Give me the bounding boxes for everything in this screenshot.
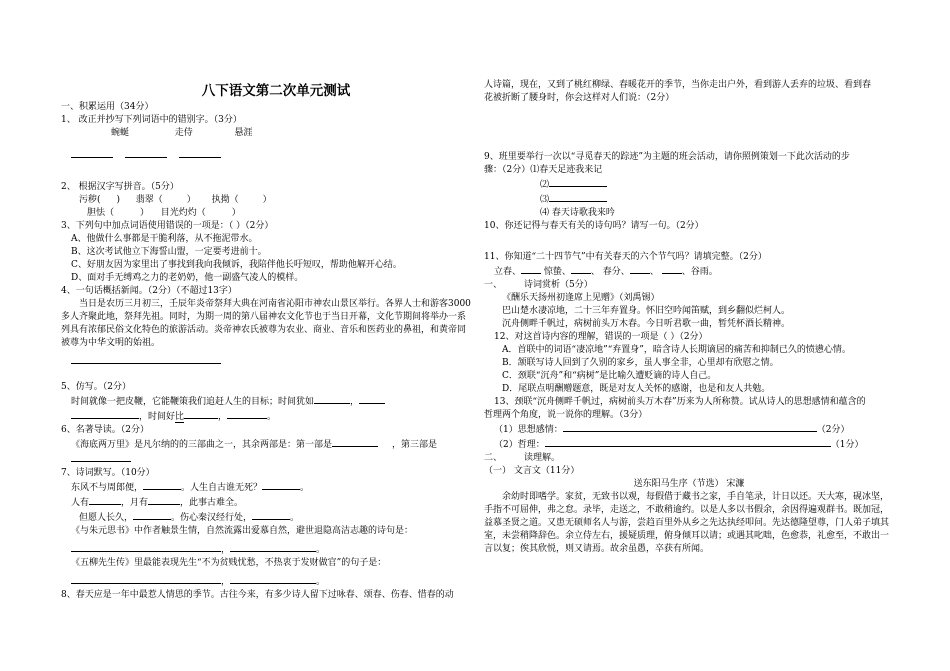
- q5-line-a: 时间就像一把皮鞭，它能鞭策我们追赶人生的目标；时间犹如 ，: [61, 394, 471, 409]
- q12-option-b: B．颔联写诗人回到了久别的家乡，虽人事全非，心里却有欣慰之情。: [502, 358, 779, 368]
- q9-step-label: ⑶: [540, 195, 550, 205]
- question-10: 10、你还记得与春天有关的诗句吗？请写一句。（2分）: [484, 221, 704, 231]
- q3-option-d: D、面对手无缚鸡之力的老奶奶，他一副盛气凌人的模样。: [71, 273, 304, 283]
- q7-prompt: 。伤心秦汉经行处，: [171, 513, 253, 523]
- answer-blank[interactable]: [314, 394, 350, 404]
- q1-words: [61, 127, 471, 140]
- question-8: 8、春天应是一年中最惹人情思的季节。古往今来，有多少诗人留下过咏春、颂春、伤春、惜春的动: [61, 590, 454, 600]
- q1-word: 走侍: [174, 128, 193, 138]
- q2-row-1: [61, 194, 471, 207]
- q1-word: 悬涯: [234, 128, 253, 138]
- q7-line-a: 东风不与周郎便， 。人生自古谁无死？ 。: [61, 480, 471, 495]
- answer-blank[interactable]: [563, 422, 817, 432]
- q2-item: ）: [231, 208, 241, 218]
- q7-prompt: 但愿人长久，: [79, 513, 134, 523]
- q13-label: （2）哲理：: [494, 440, 545, 450]
- q2-item: 污秽(: [79, 195, 101, 205]
- answer-blank[interactable]: [133, 510, 171, 520]
- classical-text: 余幼时即嗜学。家贫，无致书以观，每假借于藏书之家，手自笔录，计日以还。天大寒，砚冰坚，手指不可屈伸，弗之怠。录毕，走送之，不敢稍逾约。以是人多以书假余，余因得遍观群书。既加冠，益慕圣贤之道。又患无硕师名人与游，尝趋百里外从乡之先达执经叩问。先达德隆望尊，门人弟子填其室，未尝稍降辞色。余立侍左右，援疑质理，俯身倾耳以请；或遇其叱咄，色愈恭，礼愈至，不敢出一言以复；俟其欣悦，则又请焉。故余虽愚，卒获有所闻。: [484, 492, 890, 554]
- q11-term: 春分、: [602, 267, 630, 277]
- q12-option-a: A．首联中的词语“凄凉地”“弃置身”，暗含诗人长期谪居的痛苦和抑制已久的愤懑心情。: [502, 345, 851, 355]
- poem-line: 巴山楚水凄凉地，二十三年弃置身。怀旧空吟闻笛赋，到乡翻似烂柯人。: [502, 306, 791, 316]
- q6-prompt: ，第三部是: [392, 440, 438, 450]
- q7-prompt: ，此事古难全。: [180, 498, 244, 508]
- page-title: 八下语文第二次单元测试: [201, 83, 351, 99]
- text-title: 送东阳马生序（节选） 宋濂: [633, 479, 745, 489]
- answer-blank[interactable]: [332, 437, 378, 447]
- q9-step-3: [484, 192, 894, 207]
- q2-item: 翡翠（: [135, 195, 163, 205]
- q5-line-b: ，时间好比 ， 。: [61, 409, 471, 424]
- q8-continued-2: 花被折断了腰身时，你会这样对人们说：（2分）: [484, 93, 675, 103]
- question-2: 2、 根据汉字写拼音。（5分）: [61, 182, 179, 192]
- q1-answer-lines: [61, 148, 471, 163]
- section-number: 一、: [484, 280, 503, 290]
- poem-line: 沉舟侧畔千帆过，病树前头万木春。今日听君歌一曲，暂凭杯酒长精神。: [502, 319, 791, 329]
- question-4: 4、一句话概括新闻。（2分）（不超过13字）: [61, 286, 237, 296]
- q6-prompt: 《海底两万里》是凡尔纳的的三部曲之一，其余两部是：第一部是: [71, 440, 333, 450]
- section-number: 二、: [484, 453, 503, 463]
- answer-blank[interactable]: [143, 480, 181, 490]
- answer-blank[interactable]: [148, 495, 180, 505]
- q2-item: 执拗（: [211, 195, 239, 205]
- question-12: 12、对这首诗内容的理解，错误的一项是（ ）（2分）: [494, 332, 708, 342]
- answer-blank[interactable]: [521, 264, 541, 274]
- answer-blank[interactable]: [662, 264, 682, 274]
- q5-prompt: 比: [175, 412, 185, 422]
- q7-prompt: 。人生自古谁无死？: [181, 483, 263, 493]
- question-5: 5、仿写。（2分）: [61, 382, 131, 392]
- q5-prompt: ，时间好: [139, 412, 176, 422]
- section-heading: [484, 279, 894, 292]
- answer-blank[interactable]: [549, 177, 607, 187]
- q7-prompt: 人有: [71, 498, 90, 508]
- question-1: 1、 改正并抄写下列词语中的错别字。（3分）: [61, 115, 242, 125]
- answer-blank[interactable]: [262, 480, 300, 490]
- q11-term: 立春: [494, 267, 513, 277]
- left-column: 八下语文第二次单元测试 一、积累运用（34分） 1、 改正并抄写下列词语中的错别字。（3分） 蜿蜒 走侍 悬涯 2、 根据汉字写拼音。（5分） 污秽( ) 翡翠（ ） 执拗（ ） 胆怯（ ） 目光灼灼（ ） 3、下列句中加点词语使用错误的一项是：（ ）（2分） A、他做什么事都是干脆利落，从不拖泥带水。 B、这次考试他立下海誓山盟，一定要考进前十。 C、好朋友因为家里出了事找到我向我倾诉，我陪伴他长吁短叹，帮助他解开心结。 D、面对手无缚鸡之力的老奶奶，他一副盛气凌人的模样。 4、一句话概括新闻。（2分）（不超过13字） 当日是农历三月初三，壬辰年炎帝祭拜大典在河南省沁阳市神农山景区举行。各界人士和游客3000多人齐聚此地，祭拜先祖。同时，为期一周的第八届神农文化节也于当日开幕，文化节期间将举办一系列具有浓郁民俗文化特色的旅游活动。炎帝神农氏被尊为农业、商业、音乐和医药业的鼻祖，和黄帝同被尊为中华文明的始祖。 5、仿写。（2分） 时间就像一把皮鞭，它能鞭策我们追赶人生的目标；时间犹如 ， ，时间好比 ， 。 6、名著导读。（2分） 《海底两万里》是凡尔纳的的三部曲之一，其余两部是：第一部是 ，第三部是 7、诗词默写。（10分） 东风不与周郎便， 。人生自古谁无死？ 。 人有 ，月有 ，此事古难全。 但愿人长久， 。伤心秦汉经行处， 。 《与朱元思书》中作者触景生情，自然流露出爱慕自然，避世退隐高洁志趣的诗句是： ， 。 《五柳先生传》里最能表现先生“不为贫贱忧愁，不热衷于发财做官”的句子是： ， 。 8、春天应是一年中最惹人情思的季节。古往今来，有多少诗人留下过咏春、颂春、伤春、惜春的动: [61, 83, 471, 600]
- q2-item: ）: [186, 195, 196, 205]
- q7-line-c: 但愿人长久， 。伤心秦汉经行处， 。: [61, 510, 471, 525]
- q3-option-a: A、他做什么事都是干脆利落，从不拖泥带水。: [71, 234, 258, 244]
- answer-blank[interactable]: [630, 264, 650, 274]
- q9-step-label: ⑵: [540, 180, 550, 190]
- q13-score: （2分）: [816, 425, 850, 435]
- right-column: [484, 79, 894, 556]
- answer-blank[interactable]: [571, 264, 591, 274]
- q12-option-c: C．颈联“沉舟”和“病树”是比喻久遭贬谪的诗人自己。: [502, 371, 717, 381]
- q7-line-b: [61, 495, 471, 510]
- q9-steps-intro: 骤：（2分）⑴春天足迹我来记: [484, 165, 603, 175]
- section-heading: [484, 452, 894, 465]
- q13-score: （1分）: [830, 440, 864, 450]
- q12-option-d: D．尾联点明酬赠题意，既是对友人关怀的感谢，也是和友人共勉。: [502, 384, 771, 394]
- section-heading: 一、积累运用（34分）: [61, 102, 154, 112]
- q8-continued-1: 人诗篇，现在，又到了桃红柳绿、春暖花开的季节，当你走出户外，看到游人丢弃的垃圾、看到春: [484, 80, 872, 90]
- q9-step-4: ⑷ 春天诗歌我来吟: [540, 208, 615, 218]
- q11-line: 立春、 惊蛰、 、 春分、 、 、谷雨。: [484, 264, 894, 279]
- q4-news-text: 当日是农历三月初三，壬辰年炎帝祭拜大典在河南省沁阳市神农山景区举行。各界人士和游客3000多人齐聚此地，祭拜先祖。同时，为期一周的第八届神农文化节也于当日开幕，文化节期间将举办一系列具有浓郁民俗文化特色的旅游活动。炎帝神农氏被尊为农业、商业、音乐和医药业的鼻祖，和黄帝同被尊为中华文明的始祖。: [61, 299, 471, 348]
- q3-option-c: C、好朋友因为家里出了事找到我向我倾诉，我陪伴他长吁短叹，帮助他解开心结。: [71, 260, 402, 270]
- q13-part-2: [484, 437, 894, 452]
- q1-word: 蜿蜒: [111, 128, 130, 138]
- answer-blank[interactable]: [184, 409, 218, 419]
- q2-item: 目光灼灼（: [160, 208, 206, 218]
- q2-item: ）: [140, 208, 150, 218]
- q11-term: 、谷雨。: [681, 267, 718, 277]
- answer-blank[interactable]: [71, 148, 113, 158]
- answer-blank[interactable]: [230, 542, 316, 552]
- subsection-heading: （一） 文言文（11分）: [484, 466, 580, 476]
- q2-row-2: [61, 207, 471, 220]
- answer-blank[interactable]: [71, 574, 221, 584]
- q13-continued: 哲理两个角度，说一说你的理解。（3分）: [484, 410, 648, 420]
- answer-blank[interactable]: [252, 510, 290, 520]
- q13-label: （1）思想感情：: [494, 425, 563, 435]
- q5-prompt: 时间就像一把皮鞭，它能鞭策我们追赶人生的目标；时间犹如: [71, 397, 315, 407]
- q2-item: ）: [262, 195, 272, 205]
- answer-blank[interactable]: [227, 409, 267, 419]
- q7-line-e: 《五柳先生传》里最能表现先生“不为贫贱忧愁，不热衷于发财做官”的句子是：: [71, 558, 387, 568]
- q2-item: ): [116, 195, 121, 205]
- answer-blank[interactable]: [230, 574, 316, 584]
- question-9: 9、班里要举行一次以“寻觅春天的踪迹”为主题的班会活动，请你照例策划一下此次活动的步: [484, 152, 850, 162]
- answer-blank[interactable]: [179, 148, 221, 158]
- question-11: 11、你知道“二十四节气”中有关春天的六个节气吗？请填完整。（2分）: [484, 252, 767, 262]
- answer-blank[interactable]: [71, 452, 131, 462]
- q13-part-1: [484, 422, 894, 437]
- section-title: 读理解。: [524, 453, 561, 463]
- answer-blank[interactable]: [71, 542, 221, 552]
- answer-blank[interactable]: [89, 495, 121, 505]
- answer-blank[interactable]: [545, 437, 831, 447]
- q9-step-2: [484, 177, 894, 192]
- q2-item: 胆怯（: [87, 208, 115, 218]
- q11-term: 惊蛰、: [543, 267, 571, 277]
- q6-line: [61, 437, 471, 452]
- question-13: 13、颈联“沉舟侧畔千帆过，病树前头万木春”历来为人所称赞。试从诗人的思想感情和蕴含的: [494, 397, 866, 407]
- answer-blank[interactable]: [549, 192, 607, 202]
- q7-prompt: 东风不与周郎便，: [71, 483, 144, 493]
- q7-line-d: 《与朱元思书》中作者触景生情，自然流露出爱慕自然，避世退隐高洁志趣的诗句是：: [71, 526, 414, 536]
- poem-title: 《酬乐天扬州初逢席上见赠》（刘禹锡）: [502, 293, 660, 303]
- question-7: 7、诗词默写。（10分）: [61, 468, 155, 478]
- question-6: 6、名著导读。（2分）: [61, 425, 149, 435]
- answer-blank[interactable]: [71, 354, 221, 364]
- answer-blank[interactable]: [359, 394, 385, 404]
- section-title: 诗词赏析（5分）: [524, 280, 593, 290]
- answer-blank[interactable]: [125, 148, 167, 158]
- question-3: 3、下列句中加点词语使用错误的一项是：（ ）（2分）: [61, 221, 274, 231]
- answer-blank[interactable]: [71, 409, 139, 419]
- q3-option-b: B、这次考试他立下海誓山盟，一定要考进前十。: [71, 247, 267, 257]
- q7-prompt: ，月有: [121, 498, 149, 508]
